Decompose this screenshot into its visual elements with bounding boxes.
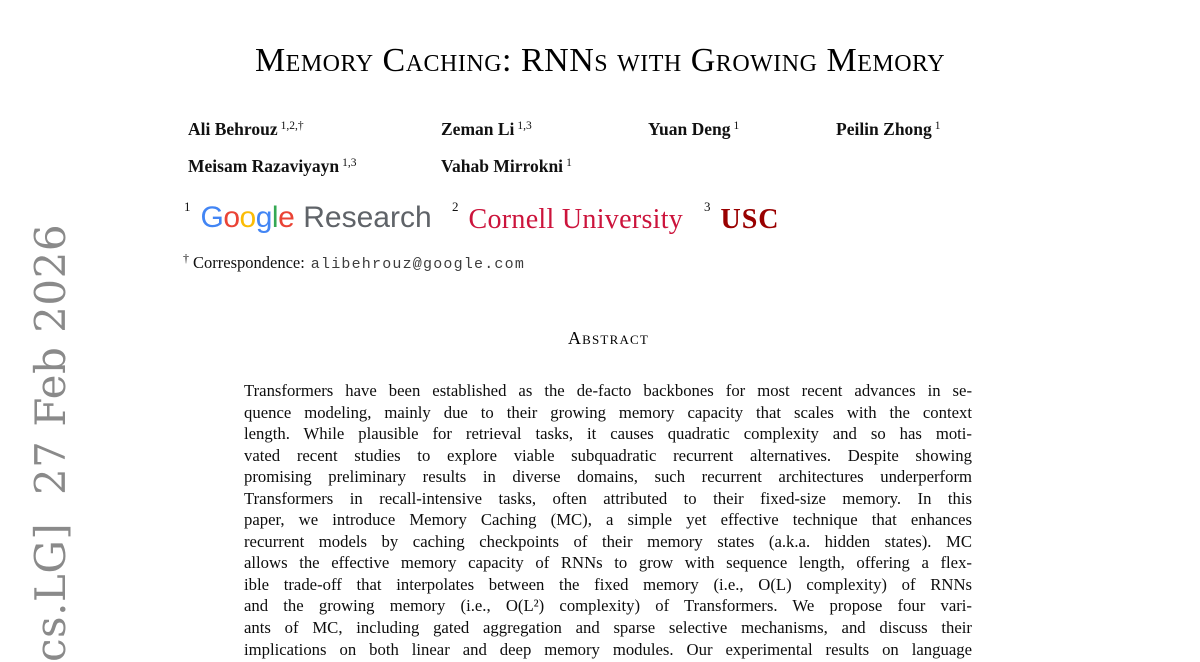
dagger-mark: † (183, 251, 189, 265)
paper-title: Memory Caching: RNNs with Growing Memory (254, 42, 946, 79)
affiliation-google (184, 198, 432, 235)
author (648, 119, 836, 140)
arxiv-side-banner: cs.LG] 27 Feb 2026 (26, 223, 75, 662)
abstract-line: recurrent models by caching checkpoints of their memory states (a.k.a. hidden states). MC (244, 531, 972, 551)
author-superscript: 1 (934, 120, 941, 132)
author (188, 119, 441, 140)
abstract-line: length. While plausible for retrieval tasks, it causes quadratic complexity and so has moti- (244, 424, 972, 444)
usc-logo: USC (720, 204, 780, 235)
author-row-1 (188, 119, 941, 140)
abstract-line: ible trade-off that interpolates between the fixed memory (i.e., O(L) complexity) of RNNs (244, 574, 972, 594)
google-logo-letter: e (278, 201, 295, 234)
abstract-line: promising preliminary results in diverse domains, such recurrent architectures underperform (244, 467, 972, 487)
author-superscript: 1,3 (517, 120, 532, 132)
abstract-line: and the growing memory (i.e., O(L²) complexity) of Transformers. We propose four vari- (244, 596, 972, 616)
author (441, 156, 648, 177)
author-name: Yuan Deng (648, 119, 731, 139)
author (188, 156, 441, 177)
author-superscript: 1 (566, 157, 572, 169)
correspondence-label: Correspondence: (193, 253, 305, 272)
abstract-body (244, 380, 972, 660)
abstract-line: paper, we introduce Memory Caching (MC), a simple yet effective technique that enhances (244, 510, 972, 530)
google-logo-letter: G (200, 201, 224, 234)
affiliation-marker: 1 (184, 199, 191, 214)
correspondence-line (183, 251, 525, 273)
abstract-line: ants of MC, including gated aggregation and sparse selective mechanisms, and discuss their (244, 618, 972, 638)
google-logo-letter: o (223, 201, 240, 234)
author-superscript: 1,3 (342, 157, 357, 169)
abstract-line: vated recent studies to explore viable subquadratic recurrent alternatives. Despite showing (244, 445, 972, 465)
author-name: Ali Behrouz (188, 119, 278, 139)
affiliation-marker: 3 (704, 199, 711, 214)
author-name: Vahab Mirrokni (441, 156, 564, 176)
abstract-line: quence modeling, mainly due to their growing memory capacity that scales with the context (244, 402, 972, 422)
abstract-line: implications on both linear and deep memory modules. Our experimental results on language (244, 639, 972, 659)
author-superscript: 1 (733, 120, 740, 132)
author (441, 119, 648, 140)
abstract-line: allows the effective memory capacity of RNNs to grow with sequence length, offering a flex- (244, 553, 972, 573)
affiliation-usc (704, 198, 780, 236)
abstract-heading: Abstract (567, 328, 650, 348)
author-name: Peilin Zhong (836, 119, 932, 139)
google-logo-letters (201, 201, 295, 234)
author-name: Meisam Razaviyayn (188, 156, 340, 176)
google-logo-letter: g (255, 201, 272, 234)
author (836, 119, 941, 140)
google-logo-letter: o (239, 201, 256, 234)
abstract-line: Transformers in recall-intensive tasks, often attributed to their fixed-size memory. In this (244, 488, 972, 508)
cornell-university-logo: Cornell University (468, 204, 684, 235)
author-superscript: 1,2,† (280, 120, 304, 132)
affiliation-cornell (452, 198, 683, 236)
author-name: Zeman Li (441, 119, 515, 139)
google-research-label: Research (303, 201, 432, 234)
abstract-line: Transformers have been established as the de-facto backbones for most recent advances in se- (244, 381, 972, 400)
google-logo-letter: l (271, 201, 279, 234)
correspondence-email[interactable]: alibehrouz@google.com (310, 256, 526, 273)
google-research-logo (201, 201, 432, 235)
affiliation-marker: 2 (452, 199, 459, 214)
author-row-2 (188, 156, 836, 177)
